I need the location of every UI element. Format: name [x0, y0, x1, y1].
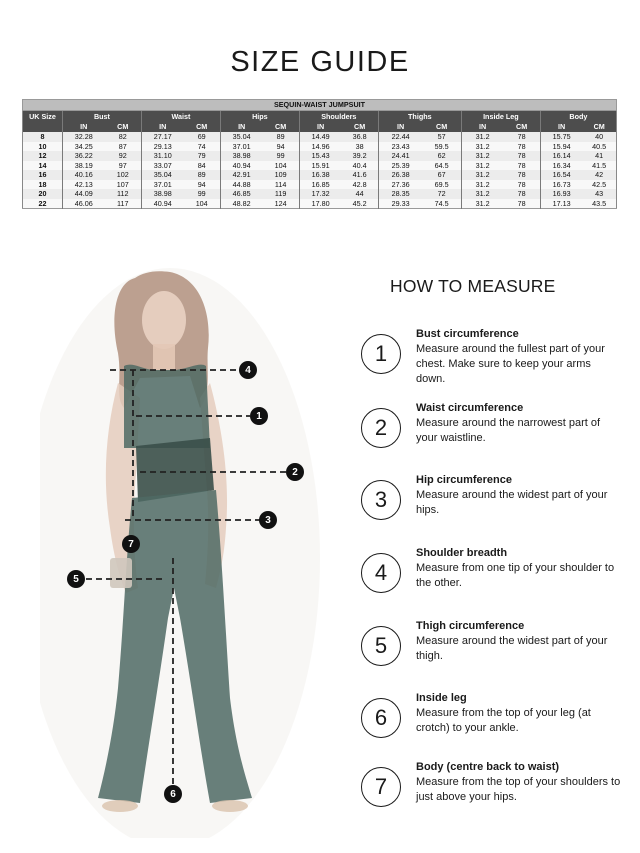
table-cell: 67 — [422, 170, 461, 180]
unit-header: IN — [540, 122, 582, 132]
table-cell: 39.2 — [341, 151, 378, 161]
column-group-header: Hips — [220, 111, 299, 123]
step-number-circle: 6 — [361, 698, 401, 738]
table-cell: 44.09 — [62, 189, 104, 199]
table-cell: 36.22 — [62, 151, 104, 161]
table-cell: 16.38 — [299, 170, 341, 180]
measure-item-description: Measure from one tip of your shoulder to the other. — [416, 562, 615, 589]
table-cell: 92 — [105, 151, 142, 161]
table-cell: 40.94 — [141, 199, 183, 209]
measure-item-title: Waist circumference — [416, 402, 524, 414]
size-cell: 12 — [23, 151, 63, 161]
table-cell: 31.2 — [461, 189, 503, 199]
table-cell: 78 — [503, 170, 540, 180]
table-cell: 119 — [262, 189, 299, 199]
table-cell: 31.2 — [461, 151, 503, 161]
table-cell: 107 — [105, 180, 142, 190]
table-cell: 42.91 — [220, 170, 262, 180]
table-cell: 117 — [105, 199, 142, 209]
table-cell: 38.19 — [62, 161, 104, 171]
marker-7: 7 — [122, 535, 140, 553]
table-cell: 15.43 — [299, 151, 341, 161]
table-cell: 15.75 — [540, 132, 582, 142]
table-cell: 69 — [183, 132, 220, 142]
unit-header: CM — [503, 122, 540, 132]
product-name: SEQUIN-WAIST JUMPSUIT — [23, 100, 617, 111]
table-cell: 87 — [105, 142, 142, 152]
table-cell: 112 — [105, 189, 142, 199]
table-cell: 84 — [183, 161, 220, 171]
step-number-circle: 7 — [361, 767, 401, 807]
table-row — [23, 170, 617, 180]
table-cell: 78 — [503, 161, 540, 171]
table-cell: 27.36 — [378, 180, 422, 190]
table-cell: 59.5 — [422, 142, 461, 152]
table-cell: 42.13 — [62, 180, 104, 190]
table-cell: 42.5 — [582, 180, 616, 190]
table-cell: 40.5 — [582, 142, 616, 152]
table-cell: 25.39 — [378, 161, 422, 171]
table-cell: 17.80 — [299, 199, 341, 209]
column-group-header: Shoulders — [299, 111, 378, 123]
table-cell: 37.01 — [141, 180, 183, 190]
table-cell: 43 — [582, 189, 616, 199]
table-cell: 31.2 — [461, 132, 503, 142]
measure-item-description: Measure around the fullest part of your chest. Make sure to keep your arms down. — [416, 343, 605, 385]
table-cell: 43.5 — [582, 199, 616, 209]
table-cell: 31.10 — [141, 151, 183, 161]
size-cell: 18 — [23, 180, 63, 190]
table-cell: 109 — [262, 170, 299, 180]
table-cell: 35.04 — [141, 170, 183, 180]
step-number-circle: 5 — [361, 626, 401, 666]
table-cell: 38 — [341, 142, 378, 152]
table-cell: 104 — [262, 161, 299, 171]
unit-header: IN — [220, 122, 262, 132]
table-row — [23, 199, 617, 209]
step-number-circle: 1 — [361, 334, 401, 374]
table-row — [23, 189, 617, 199]
table-cell: 46.85 — [220, 189, 262, 199]
table-cell: 31.2 — [461, 170, 503, 180]
table-cell: 40 — [582, 132, 616, 142]
measure-item-title: Inside leg — [416, 692, 467, 704]
unit-header: IN — [378, 122, 422, 132]
size-chart-table — [22, 99, 617, 209]
marker-3: 3 — [259, 511, 277, 529]
table-cell: 17.32 — [299, 189, 341, 199]
unit-header: CM — [262, 122, 299, 132]
table-cell: 14.96 — [299, 142, 341, 152]
table-cell: 41 — [582, 151, 616, 161]
table-cell: 74.5 — [422, 199, 461, 209]
measure-item-title: Bust circumference — [416, 328, 519, 340]
table-cell: 44.88 — [220, 180, 262, 190]
table-cell: 57 — [422, 132, 461, 142]
table-cell: 42 — [582, 170, 616, 180]
table-cell: 99 — [262, 151, 299, 161]
table-cell: 124 — [262, 199, 299, 209]
table-cell: 16.54 — [540, 170, 582, 180]
table-cell: 41.6 — [341, 170, 378, 180]
marker-4: 4 — [239, 361, 257, 379]
size-column-header: UK Size — [23, 111, 63, 123]
table-cell: 48.82 — [220, 199, 262, 209]
measure-item-title: Body (centre back to waist) — [416, 761, 560, 773]
table-cell: 15.94 — [540, 142, 582, 152]
unit-header: CM — [105, 122, 142, 132]
unit-header: CM — [341, 122, 378, 132]
table-cell: 29.13 — [141, 142, 183, 152]
table-cell: 78 — [503, 151, 540, 161]
measure-item-description: Measure around the narrowest part of your waistline. — [416, 417, 601, 444]
unit-header: CM — [582, 122, 616, 132]
table-cell: 36.8 — [341, 132, 378, 142]
table-cell: 72 — [422, 189, 461, 199]
table-cell: 78 — [503, 132, 540, 142]
table-cell: 35.04 — [220, 132, 262, 142]
table-cell: 16.85 — [299, 180, 341, 190]
unit-header: IN — [62, 122, 104, 132]
table-cell: 38.98 — [220, 151, 262, 161]
model-figure — [40, 258, 340, 838]
table-cell: 44 — [341, 189, 378, 199]
marker-2: 2 — [286, 463, 304, 481]
table-cell: 82 — [105, 132, 142, 142]
table-cell: 45.2 — [341, 199, 378, 209]
table-cell: 62 — [422, 151, 461, 161]
table-cell: 28.35 — [378, 189, 422, 199]
table-cell: 29.33 — [378, 199, 422, 209]
table-cell: 33.07 — [141, 161, 183, 171]
table-cell: 41.5 — [582, 161, 616, 171]
table-cell: 74 — [183, 142, 220, 152]
table-cell: 79 — [183, 151, 220, 161]
measure-item-title: Shoulder breadth — [416, 547, 508, 559]
unit-header: IN — [141, 122, 183, 132]
table-cell: 16.73 — [540, 180, 582, 190]
table-cell: 14.49 — [299, 132, 341, 142]
measure-item-description: Measure from the top of your shoulders to just above your hips. — [416, 776, 621, 803]
table-cell: 94 — [183, 180, 220, 190]
table-cell: 89 — [262, 132, 299, 142]
table-cell: 40.16 — [62, 170, 104, 180]
how-to-measure-title: HOW TO MEASURE — [390, 276, 556, 296]
step-number-circle: 2 — [361, 408, 401, 448]
table-cell: 78 — [503, 180, 540, 190]
table-cell: 40.94 — [220, 161, 262, 171]
table-cell: 37.01 — [220, 142, 262, 152]
measure-item-title: Thigh circumference — [416, 620, 525, 632]
table-cell: 89 — [183, 170, 220, 180]
size-cell: 10 — [23, 142, 63, 152]
unit-header: IN — [299, 122, 341, 132]
size-cell: 8 — [23, 132, 63, 142]
column-group-header: Inside Leg — [461, 111, 540, 123]
measure-item-description: Measure around the widest part of your thigh. — [416, 635, 608, 662]
marker-5: 5 — [67, 570, 85, 588]
table-row — [23, 132, 617, 142]
table-row — [23, 180, 617, 190]
table-cell: 16.34 — [540, 161, 582, 171]
measure-item-title: Hip circumference — [416, 474, 512, 486]
table-cell: 24.41 — [378, 151, 422, 161]
table-row — [23, 142, 617, 152]
size-cell: 16 — [23, 170, 63, 180]
table-row — [23, 161, 617, 171]
table-cell: 16.14 — [540, 151, 582, 161]
size-cell: 20 — [23, 189, 63, 199]
table-cell: 27.17 — [141, 132, 183, 142]
table-cell: 78 — [503, 199, 540, 209]
table-cell: 15.91 — [299, 161, 341, 171]
table-cell: 31.2 — [461, 161, 503, 171]
unit-header: CM — [422, 122, 461, 132]
measure-item-description: Measure around the widest part of your hips. — [416, 489, 608, 516]
table-cell: 99 — [183, 189, 220, 199]
table-cell: 46.06 — [62, 199, 104, 209]
table-cell: 26.38 — [378, 170, 422, 180]
table-cell: 114 — [262, 180, 299, 190]
table-cell: 17.13 — [540, 199, 582, 209]
size-cell: 14 — [23, 161, 63, 171]
table-cell: 102 — [105, 170, 142, 180]
table-cell: 94 — [262, 142, 299, 152]
table-cell: 104 — [183, 199, 220, 209]
unit-header-row — [23, 122, 617, 132]
table-row — [23, 151, 617, 161]
table-cell: 31.2 — [461, 142, 503, 152]
table-cell: 40.4 — [341, 161, 378, 171]
column-group-header: Body — [540, 111, 616, 123]
table-cell: 31.2 — [461, 199, 503, 209]
step-number-circle: 4 — [361, 553, 401, 593]
table-cell: 32.28 — [62, 132, 104, 142]
table-cell: 16.93 — [540, 189, 582, 199]
page-title: SIZE GUIDE — [230, 46, 410, 78]
table-cell: 78 — [503, 142, 540, 152]
column-group-header: Waist — [141, 111, 220, 123]
table-cell: 97 — [105, 161, 142, 171]
table-cell: 64.5 — [422, 161, 461, 171]
table-cell: 22.44 — [378, 132, 422, 142]
table-cell: 78 — [503, 189, 540, 199]
column-group-header: Thighs — [378, 111, 461, 123]
column-group-header: Bust — [62, 111, 141, 123]
table-cell: 31.2 — [461, 180, 503, 190]
table-cell: 42.8 — [341, 180, 378, 190]
table-cell: 38.98 — [141, 189, 183, 199]
unit-header: CM — [183, 122, 220, 132]
table-cell: 34.25 — [62, 142, 104, 152]
table-cell: 69.5 — [422, 180, 461, 190]
step-number-circle: 3 — [361, 480, 401, 520]
marker-1: 1 — [250, 407, 268, 425]
marker-6: 6 — [164, 785, 182, 803]
unit-header: IN — [461, 122, 503, 132]
size-cell: 22 — [23, 199, 63, 209]
model-illustration — [40, 258, 340, 838]
table-cell: 23.43 — [378, 142, 422, 152]
measure-item-description: Measure from the top of your leg (at crotch) to your ankle. — [416, 707, 591, 734]
